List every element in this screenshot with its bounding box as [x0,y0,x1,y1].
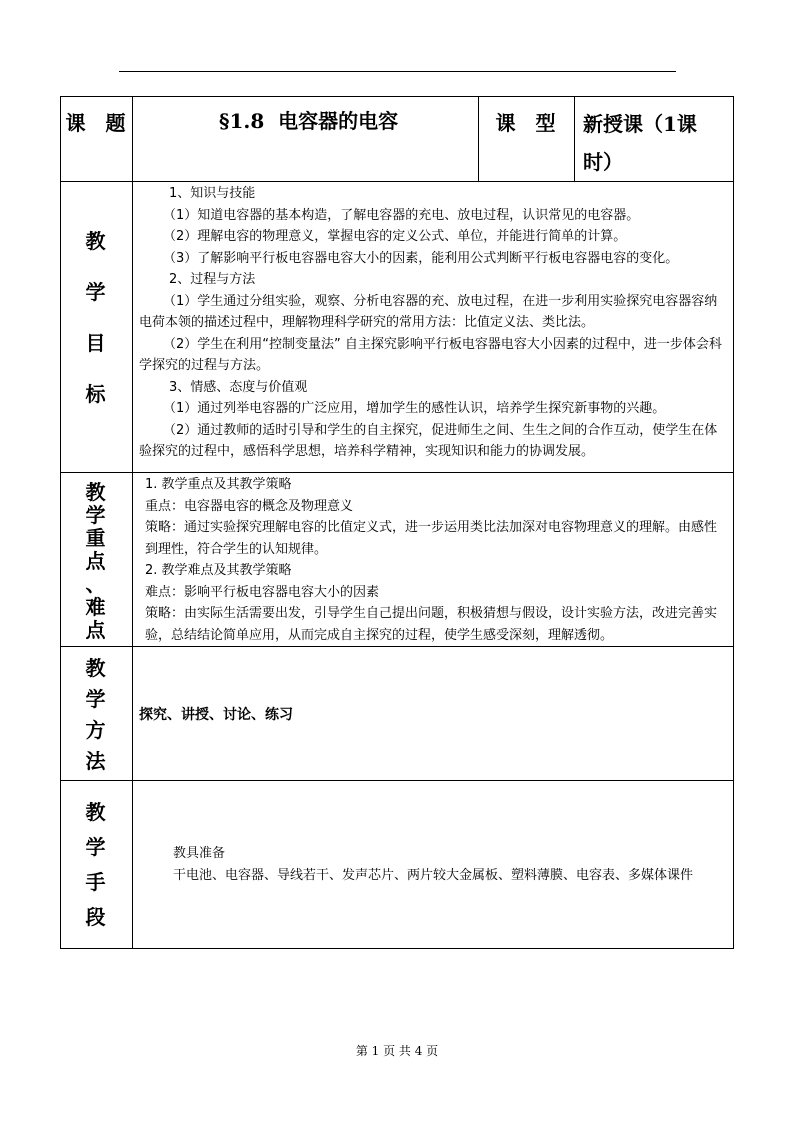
header-rule [119,71,676,72]
objective-item: （2）理解电容的物理意义，掌握电容的定义公式、单位，并能进行简单的计算。 [163,229,627,244]
objective-item: （3）了解影响平行板电容器电容大小的因素，能利用公式判断平行板电容器电容的变化。 [163,250,679,266]
lesson-type-line1: 新授课（1课 [583,112,697,136]
lesson-plan-table [60,96,734,949]
key-point-item: 难点：影响平行板电容器电容大小的因素 [145,584,380,600]
objectives-row [61,182,734,473]
methods-content: 探究、讲授、讨论、练习 [133,647,734,781]
tools-content [133,781,734,949]
tools-row [61,781,734,949]
objectives-content [133,182,734,473]
objective-section: 2、过程与方法 [169,272,256,287]
objectives-label: 教 学 目 标 [61,182,133,473]
objective-section: 1、知识与技能 [169,186,256,201]
key-points-label: 教 学 重 点 、 难 点 [61,473,133,647]
key-points-content [133,473,734,647]
objective-section: 3、情感、态度与价值观 [169,379,308,395]
objective-item: （1）学生通过分组实验，观察、分析电容器的充、放电过程，在进一步利用实验探究电容器容纳电荷本领的描述过程中，理解物理科学研究的常用方法：比值定义法、类比法。 [139,293,718,330]
objective-item: （2）学生在利用“控制变量法” 自主探究影响平行板电容器电容大小因素的过程中，进一步体会科学探究的过程与方法。 [139,336,722,373]
objective-item: （1）知道电容器的基本构造，了解电容器的充电、放电过程，认识常见的电容器。 [163,207,640,223]
key-point-item: 策略：由实际生活需要出发，引导学生自己提出问题，积极猜想与假设，设计实验方法，改进完善实验，总结结论简单应用，从而完成自主探究的过程，使学生感受深刻，理解透彻。 [145,606,718,643]
tools-label: 教 学 手 段 [61,781,133,949]
tools-heading: 教具准备 [173,846,226,861]
objective-item: （2）通过教师的适时引导和学生的自主探究，促进师生之间、生生之间的合作互动，使学生在体验探究的过程中，感悟科学思想，培养科学精神，实现知识和能力的协调发展。 [139,422,718,459]
tools-list: 干电池、电容器、导线若干、发声芯片、两片较大金属板、塑料薄膜、电容表、多媒体课件 [173,867,694,883]
objective-item: （1）通过列举电容器的广泛应用，增加学生的感性认识，培养学生探究新事物的兴趣。 [163,401,666,416]
lesson-title: §1.8 电容器的电容 [133,97,479,182]
header-row [61,97,734,182]
key-point-item: 策略：通过实验探究理解电容的比值定义式，进一步运用类比法加深对电容物理意义的理解。由感性到理性，符合学生的认知规律。 [145,520,718,557]
methods-row [61,647,734,781]
methods-label: 教 学 方 法 [61,647,133,781]
key-point-item: 重点：电容器电容的概念及物理意义 [145,498,354,514]
lesson-type-line2: 时） [583,150,623,174]
key-point-section: 2. 教学难点及其教学策略 [145,563,292,578]
page-footer: 第 1 页 共 4 页 [355,1044,439,1058]
lesson-type-value [575,97,734,182]
key-point-section: 1. 教学重点及其教学策略 [145,477,292,492]
key-points-row [61,473,734,647]
course-label: 课 题 [61,97,133,182]
type-label: 课 型 [479,97,575,182]
